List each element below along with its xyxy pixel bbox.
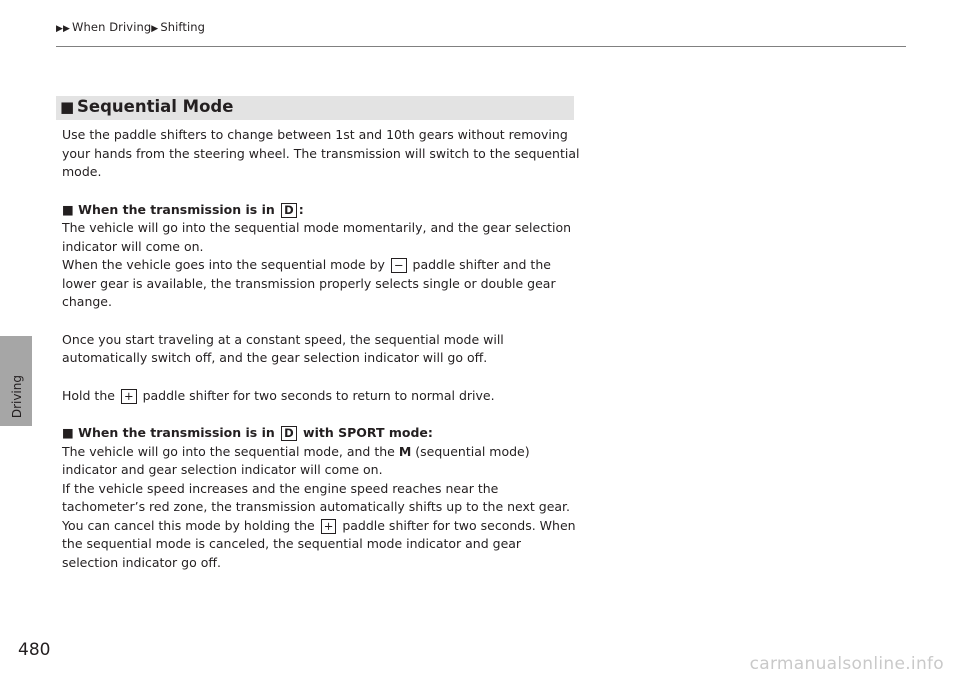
subheading-text: When the transmission is in [78,425,275,440]
breadcrumb-item-shifting[interactable]: Shifting [160,20,206,34]
sub1-paragraph-1: The vehicle will go into the sequential mode momentarily, and the gear selection indicator will come on. [62,220,572,254]
plus-paddle-icon: + [321,519,337,534]
sub1-paragraph-2 [62,256,580,312]
sub1-paragraph-4 [62,387,580,406]
section-header [56,96,574,120]
breadcrumb [56,20,205,34]
gear-d-icon: D [281,203,297,218]
sub2-p1-text-b: (sequential mode) indicator and gear selection indicator will come on. [62,443,530,477]
subheading-bullet-icon: ■ [62,425,74,440]
sub2-p3-text-b: paddle shifter for two seconds. When the sequential mode is canceled, the sequential mode indicator and gear selection indicator go off. [62,517,576,570]
breadcrumb-separator-icon: ▶ [151,24,159,34]
gear-d-icon: D [281,426,297,441]
sub1-p4-text-b: paddle shifter for two seconds to return to normal drive. [142,387,495,403]
sub2-paragraph-3 [62,517,580,573]
sub1-p2-text-b: paddle shifter and the lower gear is available, the transmission properly selects single or double gear change. [62,257,556,309]
sub1-p2-text-a: When the vehicle goes into the sequential mode by [62,257,385,272]
sub2-p1-text-a: The vehicle will go into the sequential mode, and the [62,443,395,459]
sub2-p3-text-a: You can cancel this mode by holding the [62,517,315,533]
page-number: 480 [18,640,51,660]
section-title: Sequential Mode [77,97,234,116]
subheading-text: When the transmission is in [78,201,275,217]
watermark: carmanualsonline.info [749,654,944,674]
subheading-sport-text: with SPORT mode: [303,425,433,440]
section-bullet-icon: ■ [60,98,75,116]
breadcrumb-item-when-driving[interactable]: When Driving [72,20,152,34]
main-content [62,126,580,572]
header-divider [56,46,906,47]
minus-paddle-icon: − [391,258,407,273]
subheading-d [62,201,580,220]
side-tab-label: Driving [10,375,24,419]
plus-paddle-icon: + [121,389,137,404]
subheading-bullet-icon: ■ [62,201,74,217]
sub2-paragraph-1 [62,443,580,480]
sub1-p4-text-a: Hold the [62,387,115,403]
subheading-d-sport [62,424,580,443]
breadcrumb-arrows-icon: ▶▶ [56,24,71,34]
intro-paragraph: Use the paddle shifters to change between 1st and 10th gears without removing your hands from the steering wheel. The transmission will switch to the sequential mode. [62,127,580,179]
subheading-colon: : [298,201,304,217]
sub1-paragraph-3: Once you start traveling at a constant speed, the sequential mode will automatically switch off, and the gear selection indicator will go off. [62,331,504,365]
sub2-paragraph-2: If the vehicle speed increases and the engine speed reaches near the tachometer’s red zone, the transmission automatically shifts up to the next gear. [62,480,571,514]
m-indicator-label: M [398,443,412,459]
